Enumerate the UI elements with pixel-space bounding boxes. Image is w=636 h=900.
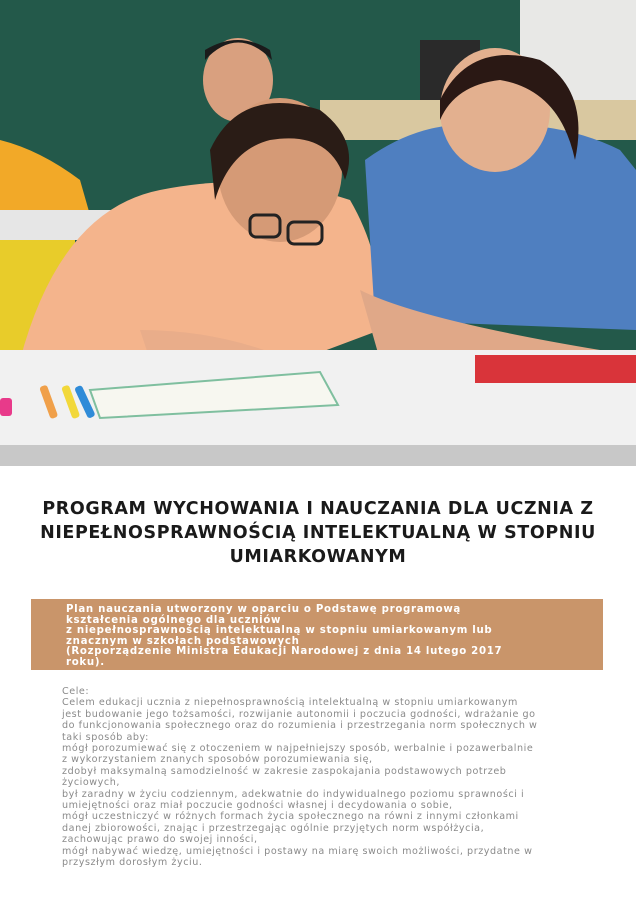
goals-line: życiowych, bbox=[62, 777, 120, 789]
curriculum-basis-banner bbox=[31, 599, 603, 670]
goals-line: z wykorzystaniem znanych sposobów porozumiewania się, bbox=[62, 754, 373, 766]
goals-line: danej zbiorowości, znając i przestrzegając ogólnie przyjętych norm współżycia, bbox=[62, 822, 485, 834]
goals-line: umiejętności oraz miał poczucie godności własnej i decydowania o sobie, bbox=[62, 800, 453, 812]
goals-line: zdobył maksymalną samodzielność w zakresie zaspokajania podstawowych potrzeb bbox=[62, 765, 507, 777]
goals-line: jest budowanie jego tożsamości, rozwijanie autonomii i poczucia godności, wdrażanie go bbox=[62, 708, 536, 720]
goals-line: Celem edukacji ucznia z niepełnosprawnością intelektualną w stopniu umiarkowanym bbox=[62, 697, 518, 709]
goals-heading: Cele: bbox=[62, 686, 90, 697]
goals-line: mógł uczestniczyć w różnych formach życia społecznego na równi z innymi członkami bbox=[62, 811, 519, 823]
goals-line: mógł nabywać wiedzę, umiejętności i postawy na miarę swoich możliwości, przydatne w bbox=[62, 845, 533, 857]
goals-section bbox=[62, 686, 582, 869]
curriculum-basis-text: Plan nauczania utworzony w oparciu o Podstawę programową kształcenia ogólnego dla uczniów z niepełnosprawnością intelektualną w stopniu umiarkowanym lub znacznym w szkołach podstawowych (Rozporządzenie Ministra Edukacji Narodowej z dnia 14 lutego 2017 roku). bbox=[66, 604, 503, 668]
goals-line: przyszłym dorosłym życiu. bbox=[62, 857, 203, 869]
goals-line: taki sposób aby: bbox=[62, 731, 149, 743]
goals-line: do funkcjonowania społecznego oraz do rozumienia i przestrzegania norm społecznych w bbox=[62, 720, 538, 732]
goals-line: mógł porozumiewać się z otoczeniem w najpełniejszy sposób, werbalnie i pozawerbalnie bbox=[62, 743, 534, 755]
goals-line: zachowując prawo do swojej inności, bbox=[62, 834, 258, 846]
goals-line: był zaradny w życiu codziennym, adekwatnie do indywidualnego poziomu sprawności i bbox=[62, 788, 525, 800]
document-title: PROGRAM WYCHOWANIA I NAUCZANIA DLA UCZNIA Z NIEPEŁNOSPRAWNOŚCIĄ INTELEKTUALNĄ W STOPNIU UMIARKOWANYM bbox=[40, 499, 596, 567]
